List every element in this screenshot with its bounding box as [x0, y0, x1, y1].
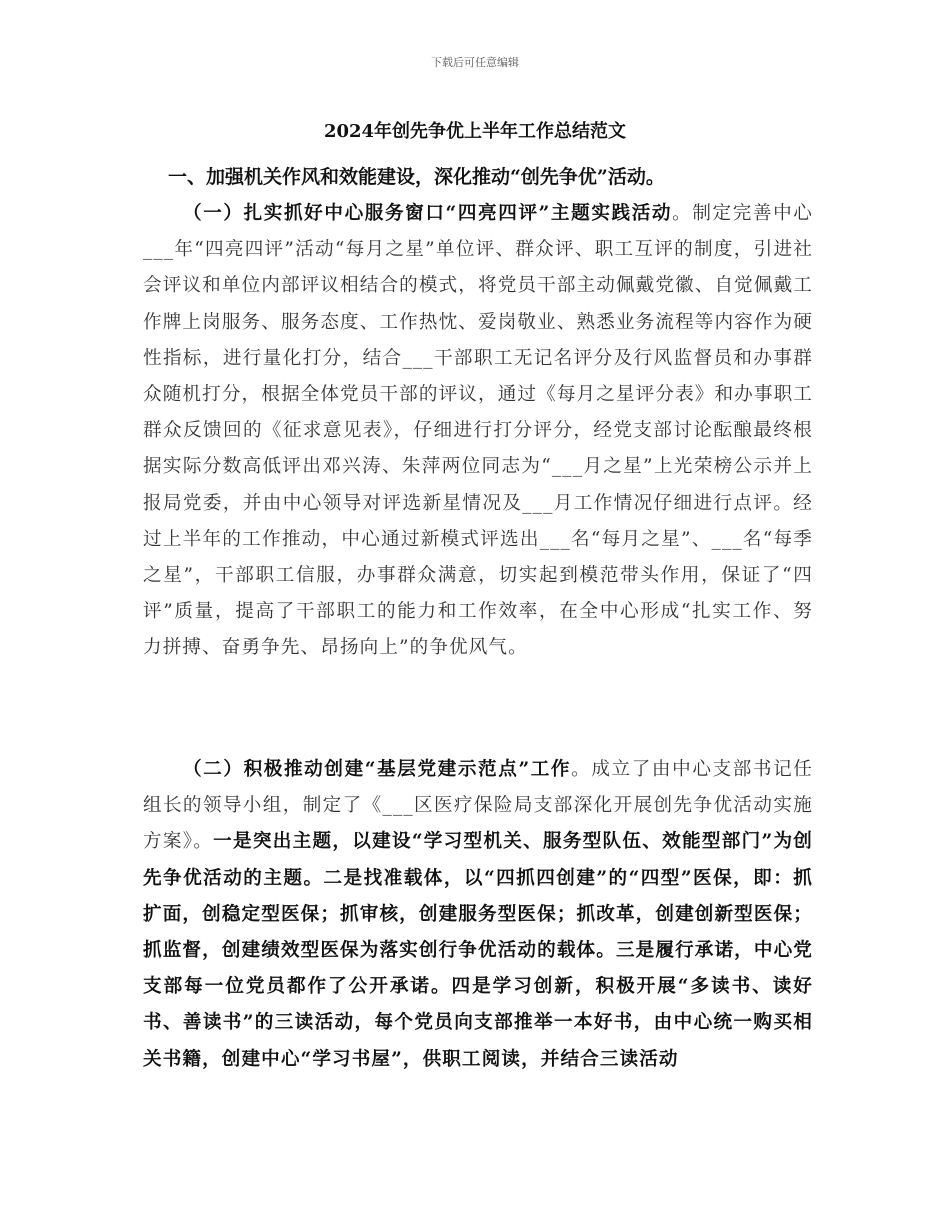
paragraph-body: 。制定完善中心___年“四亮四评”活动“每月之星”单位评、群众评、职工互评的制度，引进社会评议和单位内部评议相结合的模式，将党员干部主动佩戴党徽、自觉佩戴工作牌上岗服务、服务态度、工作热忱、爱岗敬业、熟悉业务流程等内容作为硬性指标，进行量化打分，结合___干部职工无记名评分及行风监督员和办事群众随机打分，根据全体党员干部的评议，通过《每月之星评分表》和办事职工群众反馈回的《征求意见表》，仔细进行打分评分，经党支部讨论酝酿最终根据实际分数高低评出邓兴涛、朱萍两位同志为“___月之星”上光荣榜公示并上报局党委，并由中心领导对评选新星情况及___月工作情况仔细进行点评。经过上半年的工作推动，中心通过新模式评选出___名“每月之星”、___名“每季之星”，干部职工信服，办事群众满意，切实起到模范带头作用，保证了“四评”质量，提高了干部职工的能力和工作效率，在全中心形成“扎实工作、努力拼搏、奋勇争先、昂扬向上”的争优风气。	[143, 203, 813, 659]
section-heading: 一、加强机关作风和效能建设，深化推动“创先争优”活动。	[168, 166, 665, 188]
paragraph-lead: （二）积极推动创建“基层党建示范点”工作	[183, 759, 572, 780]
paragraph-window-service	[143, 196, 813, 667]
paragraph-lead: （一）扎实抓好中心服务窗口“四亮四评”主题实践活动	[183, 203, 673, 224]
header-note: 下载后可任意编辑	[431, 56, 519, 69]
paragraph-party-building	[143, 752, 813, 1078]
paragraph-body: 。成立了由中心支部书记任组长的领导小组，制定了《___区医疗保险局支部深化开展创先争优活动实施方案》。	[143, 759, 813, 853]
document-title: 2024年创先争优上半年工作总结范文	[323, 121, 627, 142]
paragraph-emphasis: 一是突出主题，以建设“学习型机关、服务型队伍、效能型部门”为创先争优活动的主题。二是找准载体，以“四抓四创建”的“四型”医保，即：抓扩面，创稳定型医保；抓审核，创建服务型医保；抓改革，创建创新型医保；抓监督，创建绩效型医保为落实创行争优活动的载体。三是履行承诺，中心党支部每一位党员都作了公开承诺。四是学习创新，积极开展“多读书、读好书、善读书”的三读活动，每个党员向支部推举一本好书，由中心统一购买相关书籍，创建中心“学习书屋”，供职工阅读，并结合三读活动	[143, 831, 813, 1070]
